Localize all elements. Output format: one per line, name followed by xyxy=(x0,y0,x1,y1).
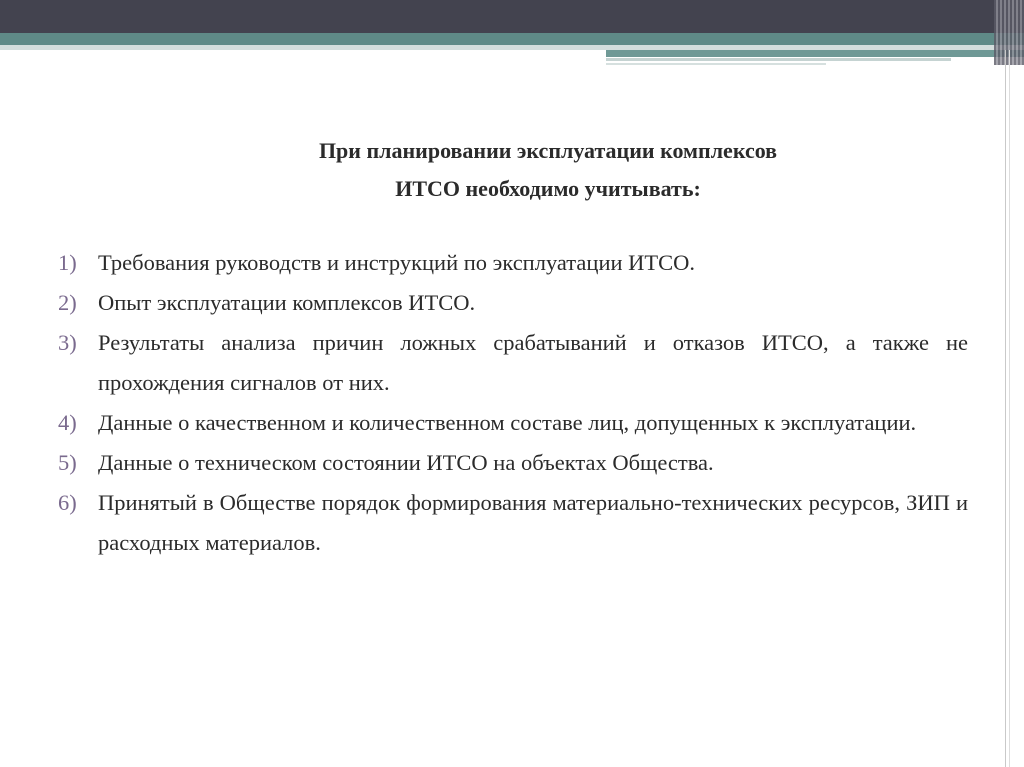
list-item-text: Опыт эксплуатации комплексов ИТСО. xyxy=(98,290,476,315)
list-item-text: Требования руководств и инструкций по эксплуатации ИТСО. xyxy=(98,250,696,275)
list-item-text: Данные о качественном и количественном составе лиц, допущенных к эксплуатации. xyxy=(98,410,917,435)
list-item xyxy=(58,443,968,483)
list-item-text: Результаты анализа причин ложных срабатываний и отказов ИТСО, а также не прохождения сигналов от них. xyxy=(98,330,968,395)
list-item-number: 4) xyxy=(58,410,77,435)
list-item-number: 2) xyxy=(58,290,77,315)
heading-line-1: При планировании эксплуатации комплексов xyxy=(318,138,778,163)
list-item xyxy=(58,483,968,563)
header-accent-line-2 xyxy=(606,63,826,65)
header-band-dark xyxy=(0,0,1024,33)
header-band-teal xyxy=(0,33,1024,45)
right-edge-line-2 xyxy=(1009,50,1010,767)
list-item xyxy=(58,243,968,283)
list-item-number: 6) xyxy=(58,490,77,515)
list-item xyxy=(58,403,968,443)
list-item xyxy=(58,323,968,403)
header-accent-bar xyxy=(606,50,1024,57)
header-accent-line xyxy=(606,58,951,61)
slide-heading xyxy=(58,132,968,208)
list-item xyxy=(58,283,968,323)
list-item-text: Принятый в Обществе порядок формирования материально-технических ресурсов, ЗИП и расходных материалов. xyxy=(98,490,968,555)
list-item-number: 5) xyxy=(58,450,77,475)
requirements-list xyxy=(58,243,968,563)
heading-line-2: ИТСО необходимо учитывать: xyxy=(395,176,701,201)
right-edge-line xyxy=(1005,50,1006,767)
list-item-text: Данные о техническом состоянии ИТСО на объектах Общества. xyxy=(98,450,714,475)
list-item-number: 1) xyxy=(58,250,77,275)
list-item-number: 3) xyxy=(58,330,77,355)
